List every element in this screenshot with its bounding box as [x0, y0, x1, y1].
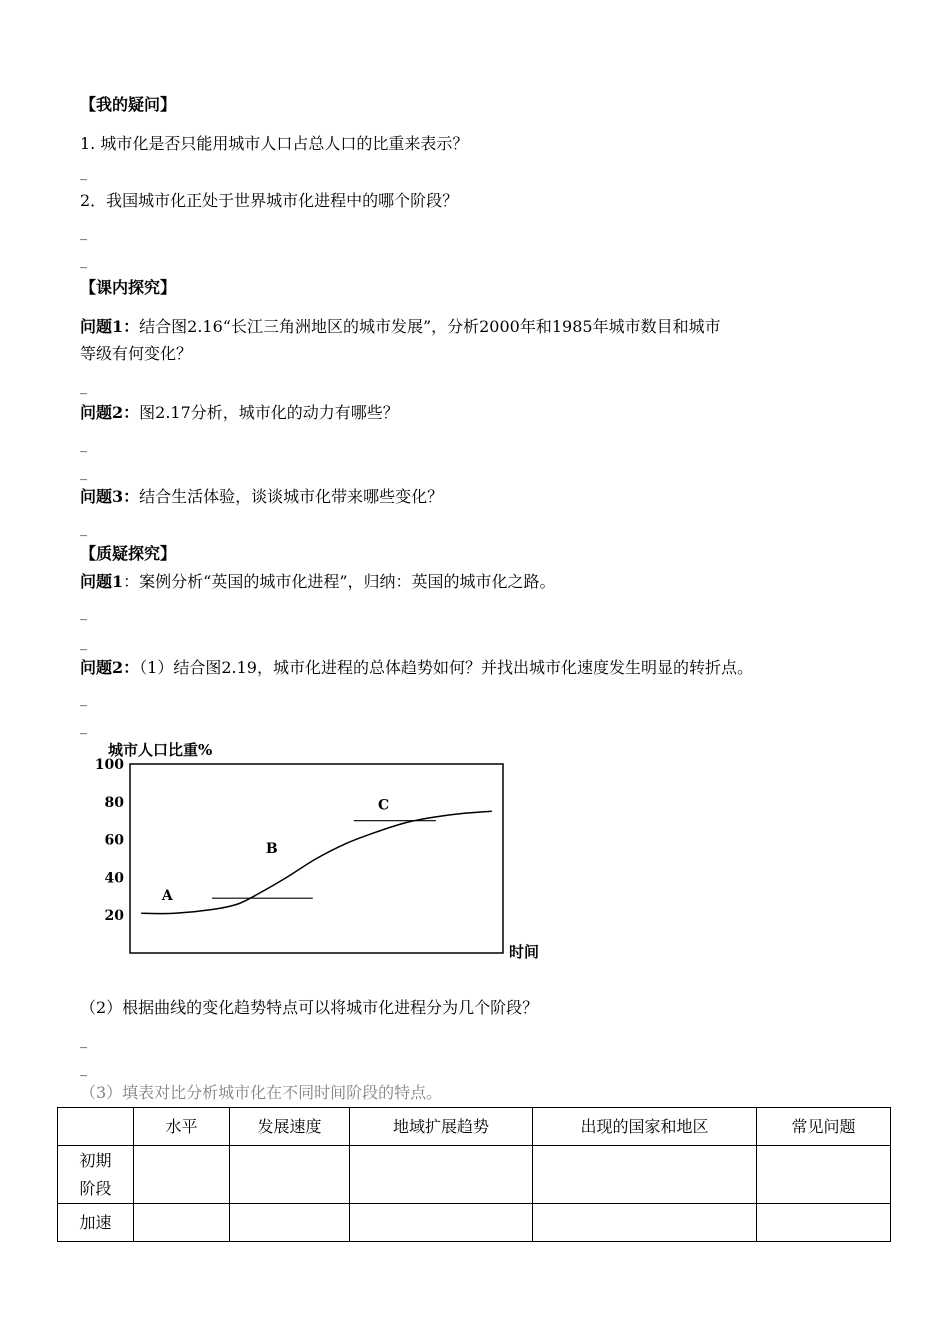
y-tick-label: 20 [104, 908, 124, 925]
table-cell[interactable] [533, 1146, 757, 1204]
question-label: 问题1： [80, 317, 140, 336]
table-header-cell: 常见问题 [757, 1108, 891, 1146]
answer-blank: _ [80, 605, 87, 621]
urbanization-curve [141, 811, 492, 913]
class-question-2 [80, 402, 399, 424]
class-question-1 [80, 316, 721, 338]
stage-label: A [161, 888, 173, 905]
y-tick-label: 40 [104, 870, 124, 887]
row-label [58, 1204, 134, 1242]
answer-blank: _ [80, 1033, 87, 1049]
table-cell[interactable] [134, 1204, 230, 1242]
stage-comparison-table [57, 1107, 891, 1242]
sub-question-3: （3）填表对比分析城市化在不同时间阶段的特点。 [80, 1083, 443, 1102]
y-tick-label: 80 [104, 794, 124, 811]
row-label-line: 初期 [79, 1150, 112, 1170]
table-cell[interactable] [533, 1204, 757, 1242]
urbanization-curve-chart [78, 738, 568, 964]
class-question-3 [80, 486, 443, 508]
question-text: 图2.17分析，城市化的动力有哪些？ [139, 403, 399, 422]
table-cell[interactable] [757, 1146, 891, 1204]
doubt-inquiry-heading: 【质疑探究】 [80, 544, 177, 563]
stage-label: B [265, 840, 278, 857]
table-header-row [58, 1108, 891, 1146]
sub-question-2: （2）根据曲线的变化趋势特点可以将城市化进程分为几个阶段？ [80, 998, 539, 1017]
my-questions-heading: 【我的疑问】 [80, 95, 177, 114]
table-row [58, 1204, 891, 1242]
table-cell[interactable] [350, 1146, 533, 1204]
table-cell[interactable] [134, 1146, 230, 1204]
row-label-line: 阶段 [79, 1178, 112, 1198]
question-label: 问题2： [80, 403, 140, 422]
row-label-line: 加速 [79, 1212, 112, 1232]
question-label: 问题3： [80, 487, 140, 506]
y-tick-label: 100 [94, 757, 124, 773]
table-cell[interactable] [230, 1204, 350, 1242]
row-label [58, 1146, 134, 1204]
answer-blank: _ [80, 465, 87, 481]
table-cell[interactable] [350, 1204, 533, 1242]
answer-blank: _ [80, 719, 87, 735]
my-question-1: 1. 城市化是否只能用城市人口占总人口的比重来表示？ [80, 134, 469, 153]
table-header-cell: 水平 [134, 1108, 230, 1146]
table-row [58, 1146, 891, 1204]
my-question-2: 2．我国城市化正处于世界城市化进程中的哪个阶段？ [80, 191, 459, 210]
answer-blank: _ [80, 521, 87, 537]
stage-label: C [378, 797, 390, 814]
question-text: （1）结合图2.19，城市化进程的总体趋势如何？并找出城市化速度发生明显的转折点。 [139, 658, 753, 677]
answer-blank: _ [80, 437, 87, 453]
doubt-question-2 [80, 657, 753, 679]
question-text: 结合图2.16“长江三角洲地区的城市发展”，分析2000年和1985年城市数目和城市 [139, 317, 721, 336]
question-text: 结合生活体验，谈谈城市化带来哪些变化？ [139, 487, 444, 506]
y-axis-label: 城市人口比重% [108, 741, 213, 759]
table-header-cell: 地域扩展趋势 [350, 1108, 533, 1146]
table-header-cell: 出现的国家和地区 [533, 1108, 757, 1146]
table-header-cell [58, 1108, 134, 1146]
answer-blank: _ [80, 225, 87, 241]
doubt-question-1 [80, 571, 556, 593]
table-cell[interactable] [230, 1146, 350, 1204]
class-question-1-cont: 等级有何变化？ [80, 344, 193, 363]
question-label: 问题1 [80, 572, 124, 591]
y-tick-label: 60 [104, 832, 124, 849]
question-text: ：案例分析“英国的城市化进程”，归纳：英国的城市化之路。 [123, 572, 556, 591]
answer-blank: _ [80, 691, 87, 707]
x-axis-label: 时间 [509, 943, 540, 961]
table-cell[interactable] [757, 1204, 891, 1242]
answer-blank: _ [80, 253, 87, 269]
answer-blank: _ [80, 1061, 87, 1077]
answer-blank: _ [80, 165, 87, 181]
question-label: 问题2： [80, 658, 140, 677]
answer-blank: _ [80, 379, 87, 395]
answer-blank: _ [80, 635, 87, 651]
class-inquiry-heading: 【课内探究】 [80, 278, 177, 297]
table-header-cell: 发展速度 [230, 1108, 350, 1146]
